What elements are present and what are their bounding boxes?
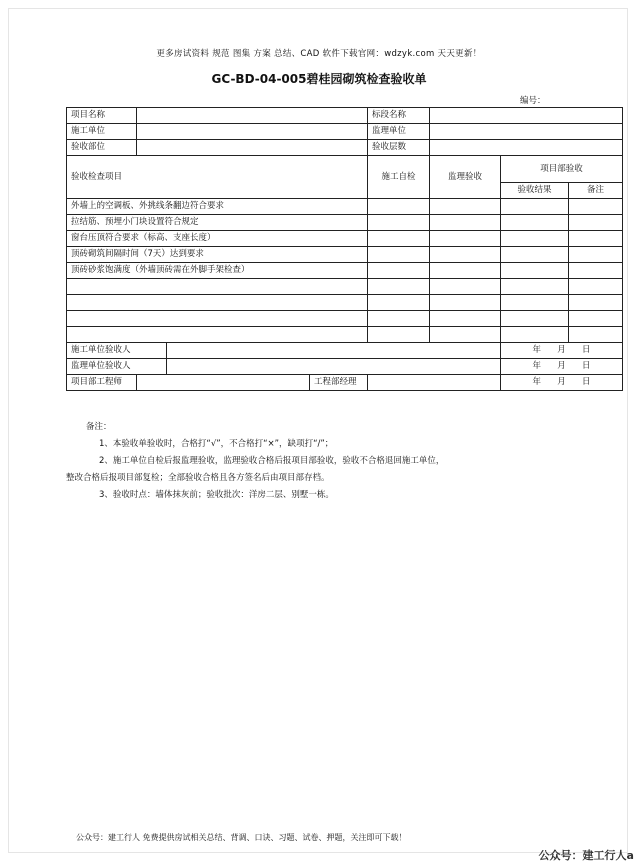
date-project[interactable] bbox=[501, 375, 623, 391]
notes-title: 备注： bbox=[86, 422, 112, 432]
item-label: 顶砖砂浆饱满度（外墙顶砖需在外脚手架检查） bbox=[67, 263, 368, 279]
cell-remark[interactable] bbox=[569, 295, 623, 311]
sign-row-supervision bbox=[67, 359, 623, 375]
footer-text: 公众号：建工行人 免费提供房试相关总结、背调、口诀、习题、试卷、押题，关注即可下载！ bbox=[76, 833, 407, 842]
cell-self-check[interactable] bbox=[368, 279, 430, 295]
cell-result[interactable] bbox=[501, 231, 569, 247]
date-construction[interactable] bbox=[501, 343, 623, 359]
label-floors: 验收层数 bbox=[368, 140, 430, 156]
cell-result[interactable] bbox=[501, 263, 569, 279]
cell-remark[interactable] bbox=[569, 263, 623, 279]
form-code-label: 编号： bbox=[520, 96, 546, 106]
cell-self-check[interactable] bbox=[368, 311, 430, 327]
header-supervision-check: 监理验收 bbox=[430, 156, 501, 199]
month-label: 月 bbox=[557, 345, 566, 355]
table-row bbox=[67, 279, 623, 295]
cell-self-check[interactable] bbox=[368, 327, 430, 343]
year-label: 年 bbox=[532, 361, 542, 371]
cell-result[interactable] bbox=[501, 247, 569, 263]
item-label[interactable] bbox=[67, 279, 368, 295]
row-project bbox=[67, 108, 623, 124]
label-construction-unit: 施工单位 bbox=[67, 124, 137, 140]
cell-remark[interactable] bbox=[569, 247, 623, 263]
label-project-name: 项目名称 bbox=[67, 108, 137, 124]
cell-remark[interactable] bbox=[569, 215, 623, 231]
cell-result[interactable] bbox=[501, 215, 569, 231]
row-part bbox=[67, 140, 623, 156]
cell-remark[interactable] bbox=[569, 231, 623, 247]
cell-result[interactable] bbox=[501, 279, 569, 295]
value-project-name[interactable] bbox=[137, 108, 368, 124]
table-row bbox=[67, 311, 623, 327]
cell-self-check[interactable] bbox=[368, 215, 430, 231]
value-supervision-unit[interactable] bbox=[430, 124, 623, 140]
cell-result[interactable] bbox=[501, 199, 569, 215]
header-result: 验收结果 bbox=[501, 183, 569, 199]
cell-result[interactable] bbox=[501, 311, 569, 327]
note-3: 3、验收时点：墙体抹灰前；验收批次：洋房二层、别墅一栋。 bbox=[99, 490, 334, 500]
cell-supervision[interactable] bbox=[430, 231, 501, 247]
cell-remark[interactable] bbox=[569, 311, 623, 327]
table-row bbox=[67, 215, 623, 231]
top-banner: 更多房试资料 规范 图集 方案 总结、CAD 软件下载官网：wdzyk.com 天天更新！ bbox=[156, 49, 482, 59]
table-row bbox=[67, 295, 623, 311]
cell-result[interactable] bbox=[501, 327, 569, 343]
value-construction-acceptor[interactable] bbox=[167, 343, 501, 359]
cell-self-check[interactable] bbox=[368, 263, 430, 279]
label-project-engineer: 项目部工程师 bbox=[67, 375, 137, 391]
cell-self-check[interactable] bbox=[368, 199, 430, 215]
cell-self-check[interactable] bbox=[368, 247, 430, 263]
table-row bbox=[67, 247, 623, 263]
date-supervision[interactable] bbox=[501, 359, 623, 375]
label-engineering-manager: 工程部经理 bbox=[310, 375, 368, 391]
label-supervision-acceptor: 监理单位验收人 bbox=[67, 359, 167, 375]
item-label: 外墙上的空调板、外挑线条翻边符合要求 bbox=[67, 199, 368, 215]
item-label: 窗台压顶符合要求（标高、支座长度） bbox=[67, 231, 368, 247]
item-label[interactable] bbox=[67, 311, 368, 327]
value-floors[interactable] bbox=[430, 140, 623, 156]
table-row bbox=[67, 231, 623, 247]
item-label[interactable] bbox=[67, 327, 368, 343]
label-part: 验收部位 bbox=[67, 140, 137, 156]
cell-remark[interactable] bbox=[569, 199, 623, 215]
header-row-1 bbox=[67, 156, 623, 183]
form-title: GC-BD-04-005碧桂园砌筑检查验收单 bbox=[211, 72, 427, 86]
cell-supervision[interactable] bbox=[430, 247, 501, 263]
value-project-engineer[interactable] bbox=[137, 375, 310, 391]
day-label: 日 bbox=[581, 345, 591, 355]
table-row bbox=[67, 327, 623, 343]
month-label: 月 bbox=[557, 377, 566, 387]
wechat-watermark: 公众号：建工行人a bbox=[538, 849, 634, 862]
cell-supervision[interactable] bbox=[430, 295, 501, 311]
month-label: 月 bbox=[557, 361, 566, 371]
cell-supervision[interactable] bbox=[430, 263, 501, 279]
cell-supervision[interactable] bbox=[430, 327, 501, 343]
item-label: 顶砖砌筑间隔时间（7天）达到要求 bbox=[67, 247, 368, 263]
row-units bbox=[67, 124, 623, 140]
header-check-items: 验收检查项目 bbox=[67, 156, 368, 199]
year-label: 年 bbox=[532, 377, 542, 387]
item-label: 拉结筋、预埋小门块设置符合规定 bbox=[67, 215, 368, 231]
notes-section bbox=[66, 419, 586, 504]
label-section-name: 标段名称 bbox=[368, 108, 430, 124]
cell-supervision[interactable] bbox=[430, 311, 501, 327]
value-construction-unit[interactable] bbox=[137, 124, 368, 140]
sign-row-construction bbox=[67, 343, 623, 359]
label-construction-acceptor: 施工单位验收人 bbox=[67, 343, 167, 359]
cell-self-check[interactable] bbox=[368, 231, 430, 247]
value-part[interactable] bbox=[137, 140, 368, 156]
note-2a: 2、施工单位自检后报监理验收，监理验收合格后报项目部验收，验收不合格退回施工单位， bbox=[99, 456, 445, 466]
cell-remark[interactable] bbox=[569, 327, 623, 343]
header-self-check: 施工自检 bbox=[368, 156, 430, 199]
note-1: 1、本验收单验收时，合格打“√”，不合格打“×”，缺项打“/”； bbox=[99, 439, 334, 449]
table-row bbox=[67, 263, 623, 279]
item-label[interactable] bbox=[67, 295, 368, 311]
header-remark: 备注 bbox=[569, 183, 623, 199]
value-section-name[interactable] bbox=[430, 108, 623, 124]
label-supervision-unit: 监理单位 bbox=[368, 124, 430, 140]
cell-remark[interactable] bbox=[569, 279, 623, 295]
value-supervision-acceptor[interactable] bbox=[167, 359, 501, 375]
day-label: 日 bbox=[581, 377, 591, 387]
value-engineering-manager[interactable] bbox=[368, 375, 501, 391]
cell-supervision[interactable] bbox=[430, 215, 501, 231]
day-label: 日 bbox=[581, 361, 591, 371]
header-project-check: 项目部验收 bbox=[501, 156, 623, 183]
cell-supervision[interactable] bbox=[430, 199, 501, 215]
table-row bbox=[67, 199, 623, 215]
acceptance-table bbox=[66, 107, 623, 391]
cell-supervision[interactable] bbox=[430, 279, 501, 295]
cell-result[interactable] bbox=[501, 295, 569, 311]
cell-self-check[interactable] bbox=[368, 295, 430, 311]
sign-row-project bbox=[67, 375, 623, 391]
note-2b: 整改合格后报项目部复检；全部验收合格且各方签名后由项目部存档。 bbox=[66, 473, 330, 483]
year-label: 年 bbox=[532, 345, 542, 355]
